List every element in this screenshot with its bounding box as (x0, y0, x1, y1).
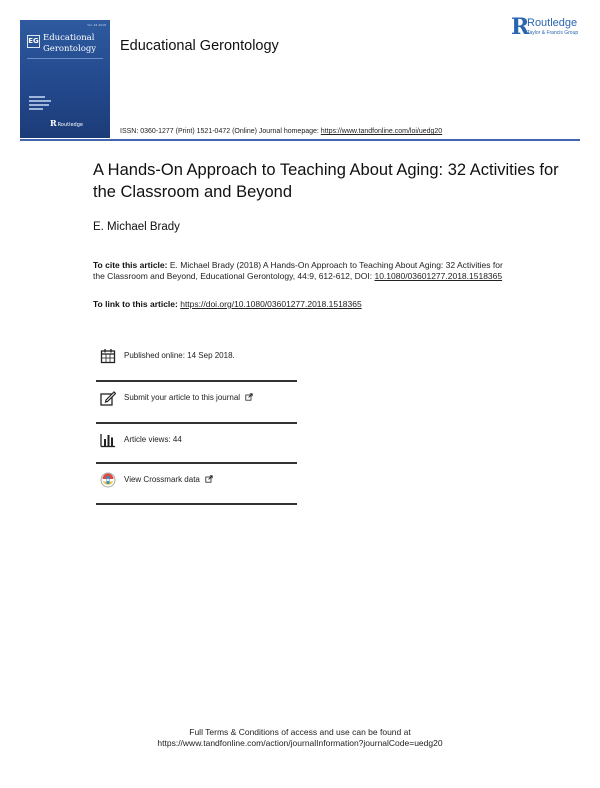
crossmark-label: View Crossmark data (124, 475, 200, 484)
crossmark-row[interactable] (96, 464, 297, 504)
journal-homepage-link[interactable]: https://www.tandfonline.com/loi/uedg20 (320, 128, 443, 135)
info-divider (96, 503, 297, 505)
citation-doi-link[interactable]: 10.1080/03601277.2018.1518365 (374, 271, 503, 281)
cover-text-line (29, 96, 45, 98)
header-rule (20, 139, 580, 141)
cover-publisher-name: Routledge (57, 122, 83, 128)
bar-chart-icon (100, 432, 116, 448)
footer-journal-info-link[interactable]: https://www.tandfonline.com/action/journalInformation?journalCode=uedg20 (157, 738, 443, 748)
article-link-block (93, 299, 513, 310)
crossmark-link[interactable] (124, 475, 213, 484)
citation-text: E. Michael Brady (2018) A Hands-On Approach to Teaching About Aging: 32 Activities for the Classroom and Beyond, Educational Gerontology, 44:9, 612-612, DOI: (93, 260, 503, 281)
cover-text-line (29, 108, 43, 110)
cover-publisher (50, 118, 83, 128)
citation-block (93, 260, 513, 282)
journal-name: Educational Gerontology (120, 38, 279, 54)
cover-volume-text: Vol. 44 2018 (87, 23, 106, 27)
crossmark-icon (100, 472, 116, 488)
issn-text: ISSN: 0360-1277 (Print) 1521-0472 (Online) Journal homepage: (120, 128, 321, 135)
article-views-label: Article views: 44 (124, 435, 182, 444)
submit-article-row[interactable] (96, 382, 297, 422)
cover-title-line2: Gerontology (43, 44, 97, 54)
cover-text-line (29, 104, 49, 106)
submit-article-link[interactable] (124, 393, 253, 402)
article-doi-url-link[interactable]: https://doi.org/10.1080/03601277.2018.1518365 (180, 299, 362, 309)
published-online-label: Published online: 14 Sep 2018. (124, 351, 235, 360)
citation-label: To cite this article: (93, 260, 170, 270)
author-name: E. Michael Brady (93, 221, 180, 233)
cover-publisher-mark: R (50, 118, 57, 128)
external-link-icon (245, 393, 253, 401)
submit-article-label: Submit your article to this journal (124, 393, 241, 402)
cover-eg-logo: EG (27, 35, 40, 48)
cover-text-line (29, 100, 51, 102)
article-link-label: To link to this article: (93, 299, 181, 309)
pencil-edit-icon (100, 390, 116, 406)
calendar-icon (100, 348, 116, 364)
footer-terms-line: Full Terms & Conditions of access and use can be found at (189, 727, 411, 737)
issn-line (120, 128, 442, 135)
routledge-mark-icon: R (511, 14, 530, 40)
routledge-logo-name: Routledge (527, 17, 578, 29)
routledge-logo-tagline: Taylor & Francis Group (527, 30, 579, 36)
cover-rule (27, 58, 103, 59)
terms-footer (0, 727, 600, 749)
article-views-row (96, 424, 297, 464)
published-online-row (96, 340, 297, 380)
cover-title-line1: Educational (43, 33, 95, 43)
external-link-icon (205, 475, 213, 483)
journal-cover-thumbnail (20, 20, 110, 138)
article-title: A Hands-On Approach to Teaching About Aging: 32 Activities for the Classroom and Beyond (93, 161, 559, 201)
